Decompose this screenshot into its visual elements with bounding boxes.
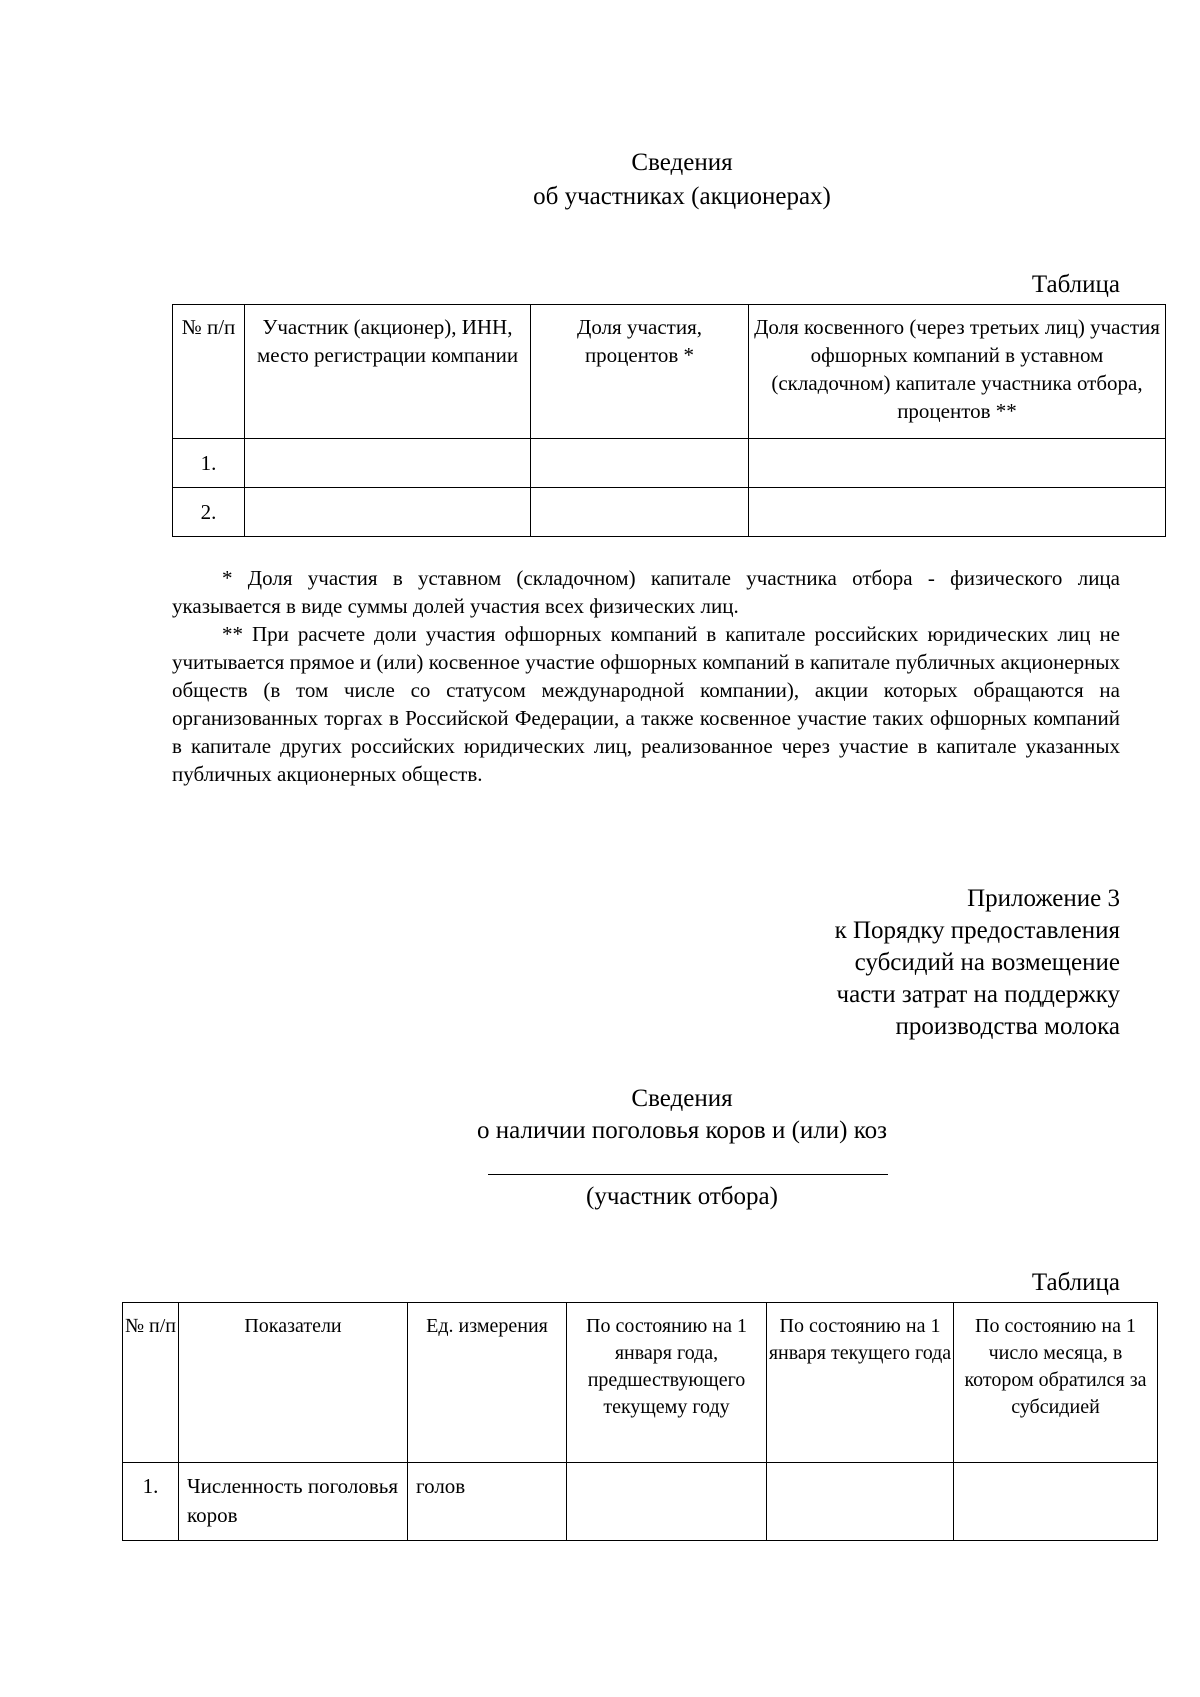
participant-caption: (участник отбора) [586,1183,778,1210]
section1-table-label: Таблица [1031,271,1120,298]
livestock-table [122,1302,1158,1541]
table-row [173,439,1166,488]
row-number: 1. [123,1463,179,1541]
section1-title-line1: Сведения [631,149,733,176]
unit-cell: голов [408,1463,567,1541]
participant-blank-line [488,1146,888,1175]
header-cell-month: По состоянию на 1 число месяца, в котором обратился за субсидией [954,1303,1158,1463]
prev-year-cell [567,1463,767,1541]
section2-title-line2: о наличии поголовья коров и (или) коз [477,1117,887,1144]
table-row [173,488,1166,537]
month-cell [954,1463,1158,1541]
header-cell-num: № п/п [173,305,245,439]
header-cell-num: № п/п [123,1303,179,1463]
header-cell-participant: Участник (акционер), ИНН, место регистрации компании [245,305,531,439]
share-cell [531,488,749,537]
current-year-cell [767,1463,954,1541]
appendix-line-5: производства молока [895,1013,1120,1040]
participant-cell [245,439,531,488]
row-number: 2. [173,488,245,537]
section2-title-line1: Сведения [631,1085,733,1112]
table-header-row [123,1303,1158,1463]
participant-cell [245,488,531,537]
indicator-cell: Численность поголовья коров [179,1463,408,1541]
header-cell-unit: Ед. измерения [408,1303,567,1463]
table-row [123,1463,1158,1541]
header-cell-indirect-share: Доля косвенного (через третьих лиц) участия офшорных компаний в уставном (складочном) капитале участника отбора, процентов ** [749,305,1166,439]
indirect-share-cell [749,488,1166,537]
appendix-block [700,883,1120,1043]
header-cell-prev-year: По состоянию на 1 января года, предшествующего текущему году [567,1303,767,1463]
appendix-line-4: части затрат на поддержку [836,981,1120,1008]
participants-table [172,304,1166,537]
footnotes [172,564,1120,788]
appendix-line-3: субсидий на возмещение [854,949,1120,976]
row-number: 1. [173,439,245,488]
footnote-2: ** При расчете доли участия офшорных компаний в капитале российских юридических лиц не учитывается прямое и (или) косвенное участие офшорных компаний в капитале публичных акционерных обществ (в том числе со статусом международной компании), акции которых обращаются на организованных торгах в Российской Федерации, а также косвенное участие таких офшорных компаний в капитале других российских юридических лиц, реализованное через участие в капитале указанных публичных акционерных обществ. [172,622,1120,786]
appendix-line-2: к Порядку предоставления [834,917,1120,944]
header-cell-current-year: По состоянию на 1 января текущего года [767,1303,954,1463]
section2-table-label: Таблица [1031,1269,1120,1296]
share-cell [531,439,749,488]
appendix-line-1: Приложение 3 [967,885,1120,912]
header-cell-indicator: Показатели [179,1303,408,1463]
indirect-share-cell [749,439,1166,488]
section1-title-line2: об участниках (акционерах) [533,183,831,210]
header-cell-share: Доля участия, процентов * [531,305,749,439]
footnote-1: * Доля участия в уставном (складочном) капитале участника отбора - физического лица указывается в виде суммы долей участия всех физических лиц. [172,566,1120,618]
table-header-row [173,305,1166,439]
